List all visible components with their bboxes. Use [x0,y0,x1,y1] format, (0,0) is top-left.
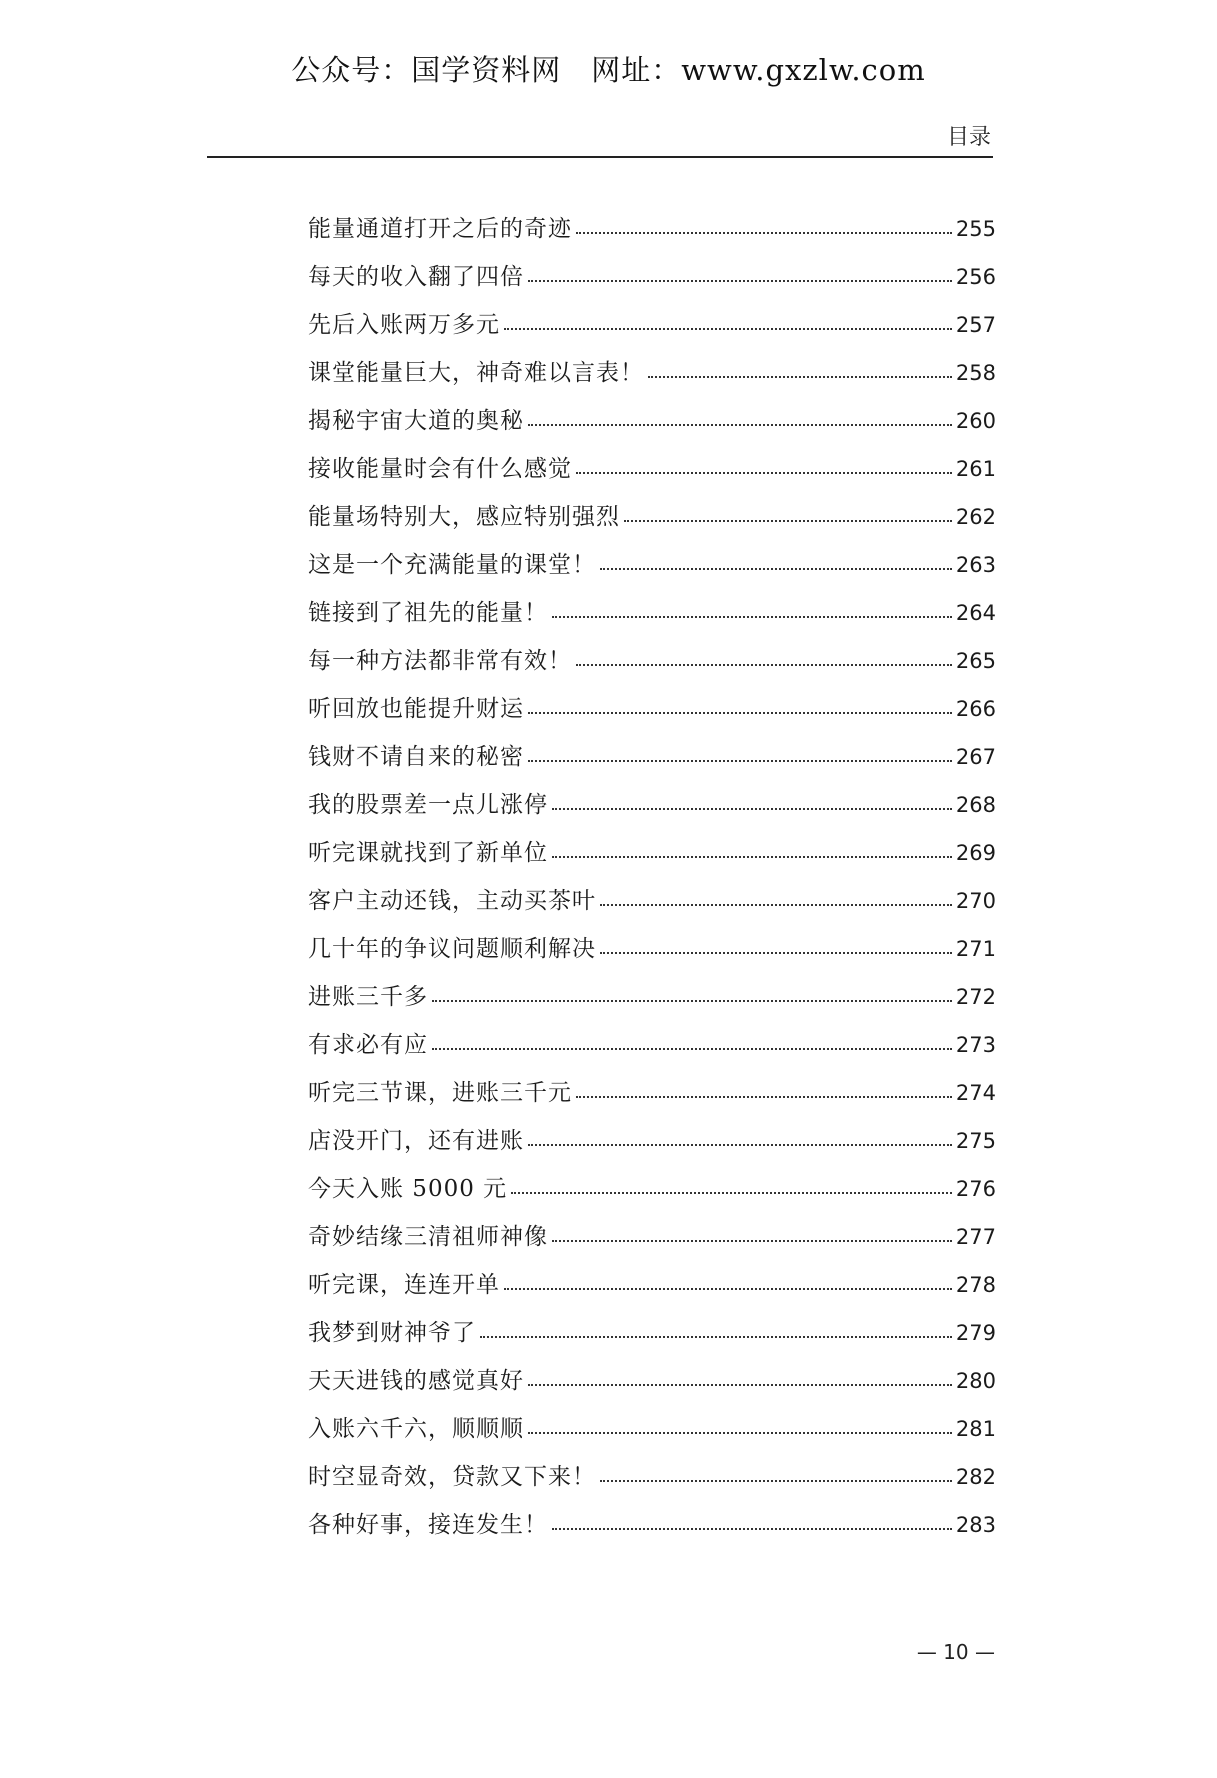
toc-entry-page: 260 [955,409,996,433]
toc-dot-leader [504,1288,952,1290]
toc-entry[interactable] [308,1314,996,1362]
toc-entry-title: 课堂能量巨大，神奇难以言表！ [308,360,644,386]
toc-dot-leader [552,1240,952,1242]
toc-entry-title: 揭秘宇宙大道的奥秘 [308,408,524,434]
toc-entry[interactable] [308,354,996,402]
toc-entry[interactable] [308,1506,996,1554]
toc-entry-page: 268 [955,793,996,817]
toc-dot-leader [528,760,952,762]
toc-dot-leader [576,1096,952,1098]
toc-entry-page: 273 [955,1033,996,1057]
toc-entry-page: 255 [955,217,996,241]
toc-dot-leader [552,1528,952,1530]
toc-dot-leader [511,1192,952,1194]
toc-entry[interactable] [308,402,996,450]
toc-dot-leader [528,1144,952,1146]
toc-entry-title: 听完课，连连开单 [308,1272,500,1298]
toc-entry-page: 282 [955,1465,996,1489]
toc-entry-title: 链接到了祖先的能量！ [308,600,548,626]
page-number: — 10 — [916,1640,995,1664]
toc-entry-title: 我梦到财神爷了 [308,1320,476,1346]
toc-entry[interactable] [308,594,996,642]
toc-entry-title: 各种好事，接连发生！ [308,1512,548,1538]
toc-dot-leader [504,328,952,330]
toc-entry-page: 281 [955,1417,996,1441]
toc-entry-title: 接收能量时会有什么感觉 [308,456,572,482]
toc-entry-title: 奇妙结缘三清祖师神像 [308,1224,548,1250]
toc-entry-title: 入账六千六，顺顺顺 [308,1416,524,1442]
toc-dot-leader [528,424,952,426]
toc-dot-leader [528,712,952,714]
toc-entry-title: 店没开门，还有进账 [308,1128,524,1154]
toc-entry-page: 272 [955,985,996,1009]
toc-entry-title: 这是一个充满能量的课堂！ [308,552,596,578]
toc-entry-page: 279 [955,1321,996,1345]
toc-entry-page: 280 [955,1369,996,1393]
toc-entry-page: 256 [955,265,996,289]
toc-entry-title: 客户主动还钱，主动买茶叶 [308,888,596,914]
toc-dot-leader [432,1048,952,1050]
toc-entry[interactable] [308,978,996,1026]
toc-entry-page: 265 [955,649,996,673]
toc-entry-title: 几十年的争议问题顺利解决 [308,936,596,962]
toc-dot-leader [576,232,952,234]
toc-entry[interactable] [308,1122,996,1170]
toc-entry-page: 261 [955,457,996,481]
toc-entry[interactable] [308,210,996,258]
toc-entry-page: 263 [955,553,996,577]
toc-entry-title: 时空显奇效，贷款又下来！ [308,1464,596,1490]
toc-entry[interactable] [308,1218,996,1266]
toc-entry[interactable] [308,1362,996,1410]
toc-dot-leader [528,1384,952,1386]
toc-entry[interactable] [308,786,996,834]
toc-entry-title: 听完课就找到了新单位 [308,840,548,866]
toc-dot-leader [600,1480,952,1482]
toc-entry[interactable] [308,1266,996,1314]
toc-entry[interactable] [308,450,996,498]
toc-dot-leader [576,472,952,474]
toc-dot-leader [600,952,952,954]
toc-entry[interactable] [308,690,996,738]
toc-entry[interactable] [308,1074,996,1122]
toc-entry-page: 264 [955,601,996,625]
toc-dot-leader [576,664,952,666]
toc-dot-leader [624,520,952,522]
toc-entry-title: 每天的收入翻了四倍 [308,264,524,290]
toc-dot-leader [600,904,952,906]
toc-dot-leader [552,616,952,618]
toc-entry-page: 276 [955,1177,996,1201]
toc-entry[interactable] [308,1026,996,1074]
toc-entry[interactable] [308,258,996,306]
toc-entry[interactable] [308,1170,996,1218]
header-rule [207,156,993,158]
running-head: 目录 [946,125,991,148]
toc-dot-leader [600,568,952,570]
toc-entry[interactable] [308,1458,996,1506]
watermark-header: 公众号：国学资料网 网址：www.gxzlw.com [291,53,926,87]
toc-entry[interactable] [308,882,996,930]
toc-entry-title: 钱财不请自来的秘密 [308,744,524,770]
toc-entry[interactable] [308,1410,996,1458]
toc-entry-title: 听完三节课，进账三千元 [308,1080,572,1106]
toc-entry-page: 278 [955,1273,996,1297]
toc-entry[interactable] [308,546,996,594]
toc-entry[interactable] [308,738,996,786]
toc-entry-page: 270 [955,889,996,913]
toc-dot-leader [480,1336,952,1338]
toc-entry[interactable] [308,834,996,882]
toc-entry-page: 257 [955,313,996,337]
toc-entry-page: 277 [955,1225,996,1249]
toc-dot-leader [432,1000,952,1002]
toc-entry-page: 269 [955,841,996,865]
toc-entry-title: 进账三千多 [308,984,428,1010]
toc-entry-title: 天天进钱的感觉真好 [308,1368,524,1394]
toc-entry-page: 274 [955,1081,996,1105]
toc-dot-leader [528,280,952,282]
toc-entry-page: 258 [955,361,996,385]
table-of-contents [308,210,996,1554]
toc-entry-title: 能量场特别大，感应特别强烈 [308,504,620,530]
toc-entry-title: 先后入账两万多元 [308,312,500,338]
toc-entry-page: 262 [955,505,996,529]
toc-entry[interactable] [308,306,996,354]
toc-entry-page: 283 [955,1513,996,1537]
toc-dot-leader [552,808,952,810]
toc-dot-leader [648,376,952,378]
toc-entry-title: 我的股票差一点儿涨停 [308,792,548,818]
toc-entry[interactable] [308,498,996,546]
toc-dot-leader [552,856,952,858]
toc-entry-title: 听回放也能提升财运 [308,696,524,722]
toc-entry[interactable] [308,930,996,978]
toc-entry-page: 266 [955,697,996,721]
toc-entry-page: 267 [955,745,996,769]
toc-entry-title: 每一种方法都非常有效！ [308,648,572,674]
toc-entry-page: 271 [955,937,996,961]
toc-entry[interactable] [308,642,996,690]
toc-dot-leader [528,1432,952,1434]
toc-entry-title: 能量通道打开之后的奇迹 [308,216,572,242]
toc-entry-title: 有求必有应 [308,1032,428,1058]
toc-entry-title: 今天入账 5000 元 [308,1176,508,1202]
toc-entry-page: 275 [955,1129,996,1153]
